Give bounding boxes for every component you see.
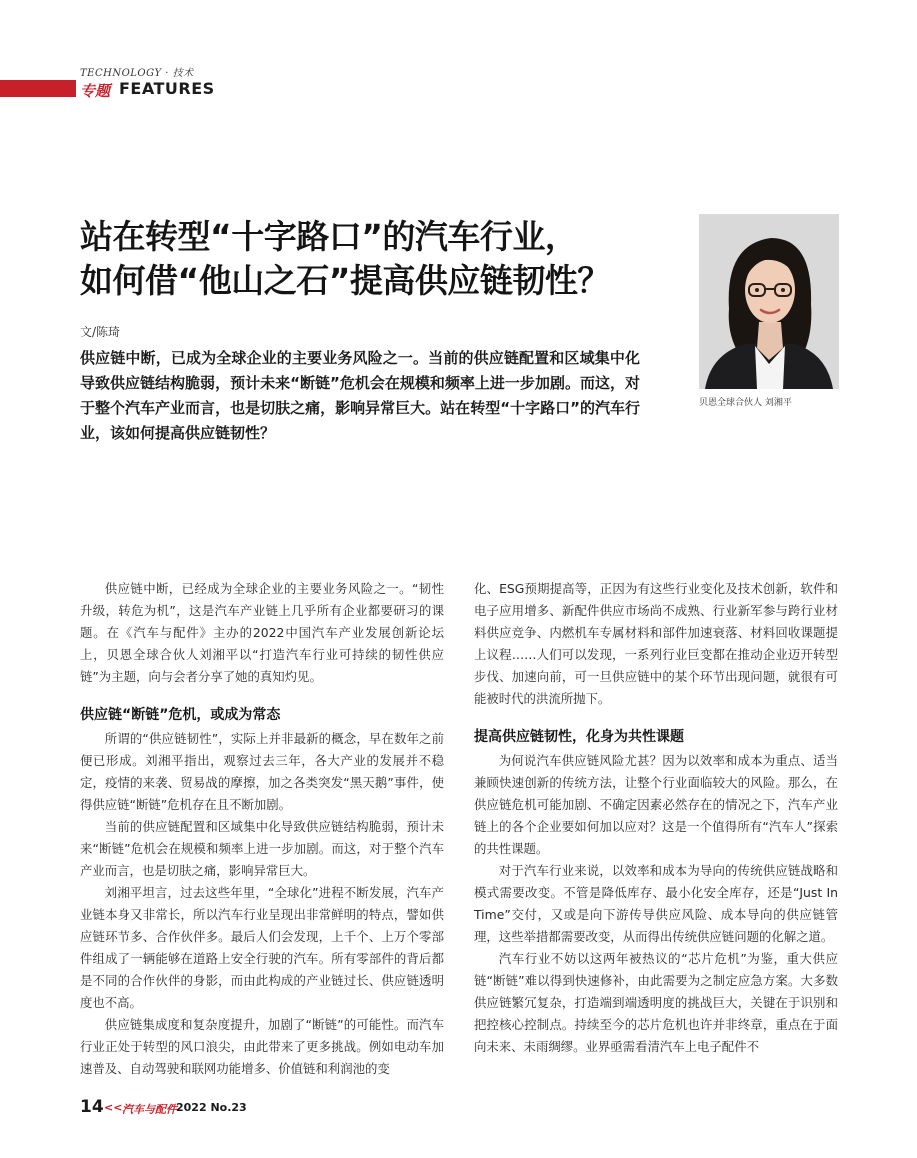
article-title-line1: 站在转型“十字路口”的汽车行业， [80,217,578,256]
footer-arrows: << [104,1101,123,1114]
portrait-illustration [699,214,839,389]
body-column-left [80,578,444,1080]
article-lead: 供应链中断，已成为全球企业的主要业务风险之一。当前的供应链配置和区域集中化导致供应链结构脆弱，预计未来“断链”危机会在规模和频率上进一步加剧。而这，对于整个汽车产业而言，也是切肤之痛，影响异常巨大。站在转型“十字路口”的汽车行业，该如何提高供应链韧性？ [80,349,640,442]
paragraph: 供应链中断，已经成为全球企业的主要业务风险之一。“韧性升级，转危为机”，这是汽车产业链上几乎所有企业都要研习的课题。在《汽车与配件》主办的2022中国汽车产业发展创新论坛上，贝恩全球合伙人刘湘平以“打造汽车行业可持续的韧性供应链”为主题，向与会者分享了她的真知灼见。 [80,581,444,684]
paragraph: 刘湘平坦言，过去这些年里，“全球化”进程不断发展，汽车产业链本身又非常长，所以汽车行业呈现出非常鲜明的特点，譬如供应链环节多、合作伙伴多。最后人们会发现，上千个、上万个零部件组成了一辆能够在道路上安全行驶的汽车。所有零部件的背后都是不同的合作伙伴的身影，而由此构成的产业链过长、供应链透明度也不高。 [80,885,444,1010]
portrait-photo [699,214,839,389]
article-title-line2: 如何借“他山之石”提高供应链韧性？ [80,261,610,300]
paragraph: 供应链集成度和复杂度提升，加剧了“断链”的可能性。而汽车行业正处于转型的风口浪尖，由此带来了更多挑战。例如电动车加速普及、自动驾驶和联网功能增多、价值链和利润池的变 [80,1017,444,1076]
paragraph: 当前的供应链配置和区域集中化导致供应链结构脆弱，预计未来“断链”危机会在规模和频率上进一步加剧。而这，对于整个汽车产业而言，也是切肤之痛，影响异常巨大。 [80,819,444,878]
author-byline: 文/陈琦 [80,325,121,339]
section-heading: 提高供应链韧性，化身为共性课题 [474,729,684,745]
section-tag-small: TECHNOLOGY · 技术 [80,68,194,79]
section-tag-cn: 专题 [80,82,111,100]
paragraph: 汽车行业不妨以这两年被热议的“芯片危机”为鉴，重大供应链“断链”难以得到快速修补，由此需要为之制定应急方案。大多数供应链繁冗复杂，打造端到端透明度的挑战巨大，关键在于识别和把控核心控制点。持续至今的芯片危机也许并非终章，重点在于面向未来、未雨绸缪。业界亟需看清汽车上电子配件不 [474,951,838,1054]
paragraph: 为何说汽车供应链风险尤甚？因为以效率和成本为重点、适当兼顾快速创新的传统方法，让整个行业面临较大的风险。那么，在供应链危机可能加剧、不确定因素必然存在的情况之下，汽车产业链上的各个企业要如何加以应对？这是一个值得所有“汽车人”探索的共性课题。 [474,753,838,856]
photo-caption: 贝恩全球合伙人 刘湘平 [699,398,792,408]
header-accent-bar [0,80,76,97]
magazine-name: 汽车与配件 [122,1103,177,1116]
section-tag-en: FEATURES [119,79,215,98]
section-heading: 供应链“断链”危机，或成为常态 [80,707,281,723]
paragraph: 所谓的“供应链韧性”，实际上并非最新的概念，早在数年之前便已形成。刘湘平指出，观察过去三年，各大产业的发展并不稳定，疫情的来袭、贸易战的摩擦，加之各类突发“黑天鹅”事件，使得供应链“断链”危机存在且不断加剧。 [80,731,444,812]
body-column-right [474,578,838,1058]
article-title [80,215,680,303]
paragraph: 对于汽车行业来说，以效率和成本为导向的传统供应链战略和模式需要改变。不管是降低库存、最小化安全库存，还是“Just In Time”交付，又或是向下游传导供应风险、成本导向的供应链管理，这些举措都需要改变，从而得出传统供应链问题的化解之道。 [474,863,838,944]
issue-number: 2022 No.23 [176,1101,247,1114]
paragraph: 化、ESG预期提高等，正因为有这些行业变化及技术创新，软件和电子应用增多、新配件供应市场尚不成熟、行业新军参与跨行业材料供应竞争、内燃机车专属材料和部件加速衰落、材料回收课题提上议程……人们可以发现，一系列行业巨变都在推动企业迈开转型步伐、加速向前，可一旦供应链中的某个环节出现问题，就很有可能被时代的洪流所抛下。 [474,581,838,706]
page-number: 14 [80,1097,104,1117]
